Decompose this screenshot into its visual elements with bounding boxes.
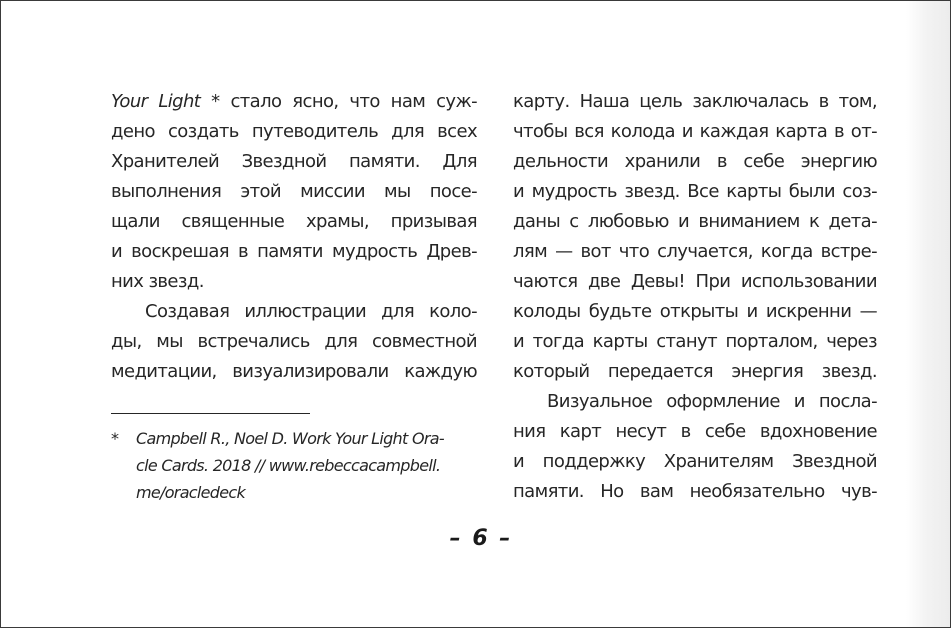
text-line: чаются две Девы! При использовании <box>513 271 877 292</box>
footnote-body <box>136 425 477 506</box>
footnote-line: cle Cards. 2018 // www.rebeccacampbell. <box>136 456 441 475</box>
text-line: дено создать путеводитель для всех <box>111 121 477 142</box>
title-reference: Your Light <box>111 91 201 112</box>
text-line: карту. Наша цель заключалась в том, <box>513 91 877 112</box>
page-number: – 6 – <box>449 526 513 551</box>
text-line: который передается энергия звезд. <box>513 361 877 382</box>
text-line: ды, мы встречались для совместной <box>111 331 477 352</box>
text-line: и воскрешая в памяти мудрость Древ- <box>111 241 477 262</box>
text-line: даны с любовью и вниманием к дета- <box>513 211 877 232</box>
footnote-line: Campbell R., Noel D. Work Your Light Ora- <box>136 429 444 448</box>
text-line: дельности хранили в себе энергию <box>513 151 877 172</box>
text-line <box>111 87 477 117</box>
text-line: щали священные храмы, призывая <box>111 211 477 232</box>
text-line: и тогда карты станут порталом, через <box>513 331 877 352</box>
text-line: колоды будьте открыты и искренни — <box>513 301 877 322</box>
text-line: и поддержку Хранителям Звездной <box>513 451 877 472</box>
text-line: них звезд. <box>111 271 204 292</box>
footnote-line: me/oracledeck <box>136 483 246 502</box>
text-line: лям — вот что случается, когда встре- <box>513 241 877 262</box>
left-text-column <box>111 87 477 387</box>
text-line: ния карт несут в себе вдохновение <box>513 421 877 442</box>
text-line: Создавая иллюстрации для коло- <box>145 301 477 322</box>
footnote <box>111 425 477 506</box>
right-text-column <box>513 87 877 507</box>
text-line: выполнения этой миссии мы посе- <box>111 181 477 202</box>
footnote-divider <box>111 413 310 414</box>
text-line: медитации, визуализировали каждую <box>111 361 477 382</box>
text-line: Хранителей Звездной памяти. Для <box>111 151 477 172</box>
text-line: Визуальное оформление и посла- <box>547 391 877 412</box>
text-line: памяти. Но вам необязательно чув- <box>513 481 877 502</box>
text-line: чтобы вся колода и каждая карта в от- <box>513 121 877 142</box>
text-span: * стало ясно, что нам суж- <box>200 91 477 112</box>
footnote-marker: * <box>111 429 119 448</box>
text-line: и мудрость звезд. Все карты были соз- <box>513 181 877 202</box>
